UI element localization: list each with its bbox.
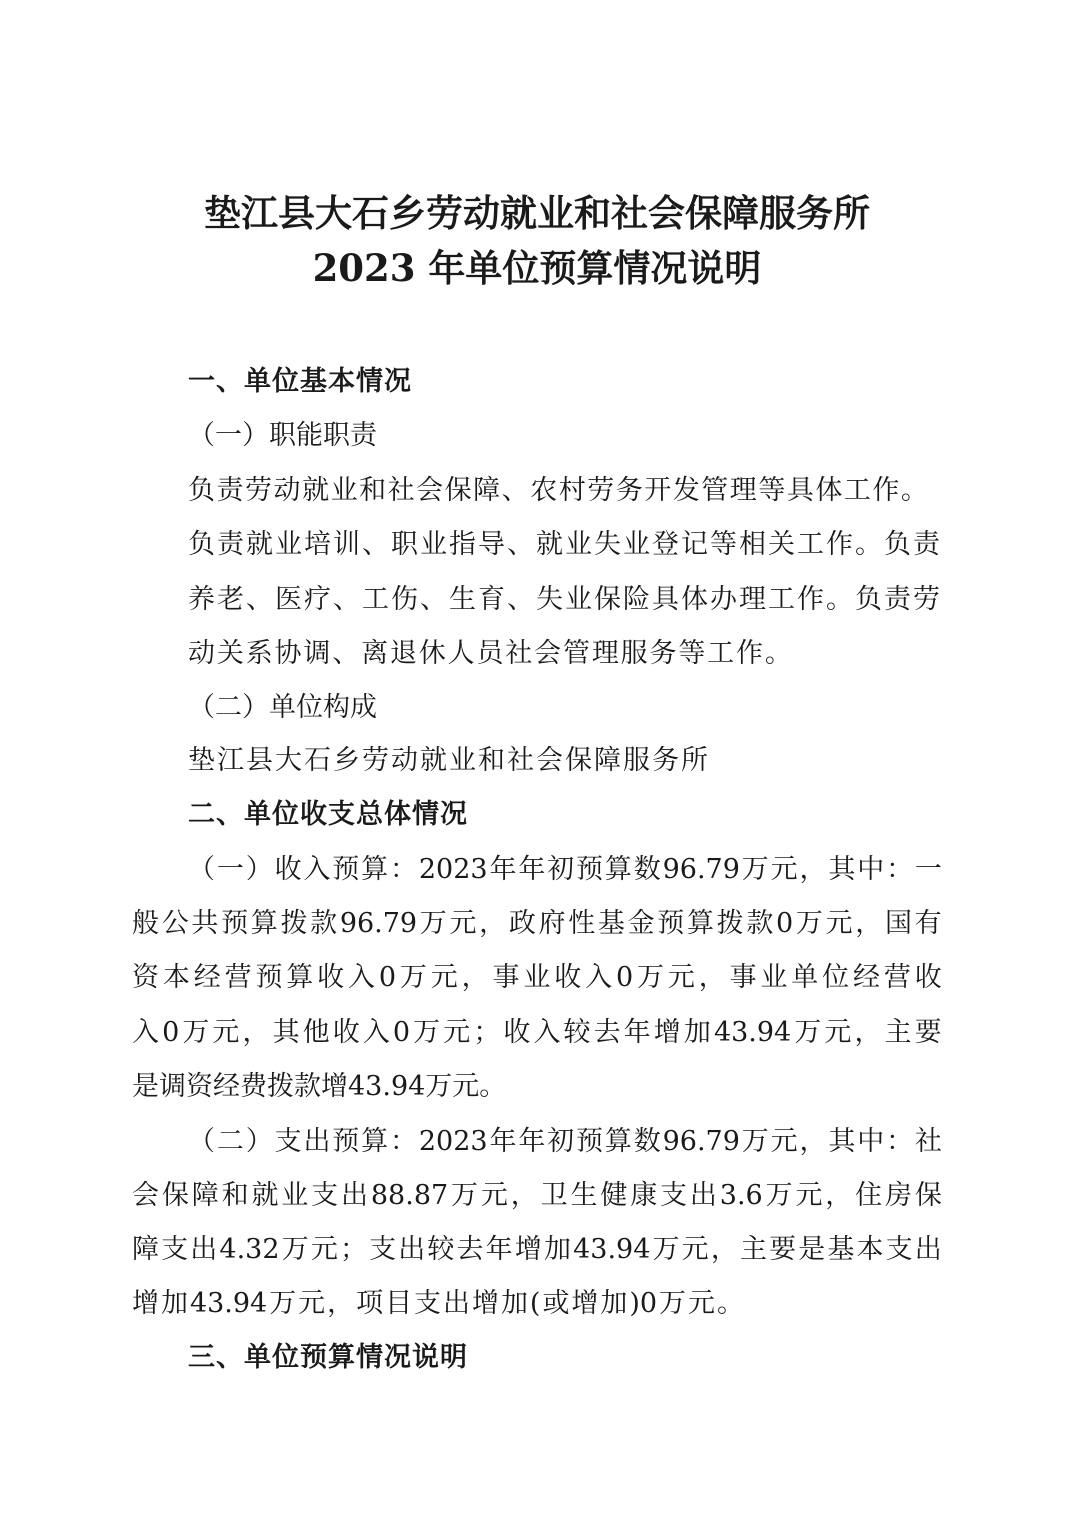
income-line-4: 入 0 万 元 ， 其 他 收 入 0 万 元 ； 收 入 较 去 年 增 加 43.94 万 元 ， 主 要 bbox=[132, 1017, 942, 1048]
section-1-sub-1-line-3: 养 老 、 医 疗 、 工 伤 、 生 育 、 失 业 保 险 具 体 办 理 工 作 。 负 责 劳 bbox=[188, 584, 940, 615]
section-1-heading: 一、单位基本情况 bbox=[188, 366, 412, 397]
section-1-sub-2-heading: （二）单位构成 bbox=[188, 692, 377, 723]
income-line-2: 般 公 共 预 算 拨 款 96.79 万 元 ， 政 府 性 基 金 预 算 拨 款 0 万 元 ， 国 有 bbox=[132, 908, 942, 939]
section-1-sub-1-heading: （一）职能职责 bbox=[188, 420, 377, 451]
section-1-sub-1-line-1: 负 责 劳 动 就 业 和 社 会 保 障 、 农 村 劳 务 开 发 管 理 等 具 体 工 作 。 bbox=[188, 475, 928, 506]
section-1-sub-1-line-2: 负 责 就 业 培 训 、 职 业 指 导 、 就 业 失 业 登 记 等 相 关 工 作 。 负 责 bbox=[188, 529, 940, 560]
expense-line-1: （ 二 ） 支 出 预 算 ： 2023 年 年 初 预 算 数 96.79 万 元 ， 其 中 ： 社 bbox=[188, 1126, 942, 1157]
expense-line-4: 增 加 43.94 万 元 ， 项 目 支 出 增 加 ( 或 增 加 )0 万 元 。 bbox=[132, 1288, 744, 1319]
section-2-heading: 二、单位收支总体情况 bbox=[188, 799, 468, 830]
income-line-5: 是 调 资 经 费 拨 款 增 43.94 万 元 。 bbox=[132, 1071, 507, 1102]
section-1-sub-1-line-4: 动 关 系 协 调 、 离 退 休 人 员 社 会 管 理 服 务 等 工 作 。 bbox=[188, 638, 792, 669]
document-title-line-2: 2023 年单位预算情况说明 bbox=[312, 246, 762, 290]
document-title-line-1: 垫江县大石乡劳动就业和社会保障服务所 bbox=[204, 191, 870, 235]
income-line-3: 资 本 经 营 预 算 收 入 0 万 元 ， 事 业 收 入 0 万 元 ， 事 业 单 位 经 营 收 bbox=[132, 962, 942, 993]
section-3-heading: 三、单位预算情况说明 bbox=[188, 1342, 468, 1373]
section-1-sub-2-text: 垫 江 县 大 石 乡 劳 动 就 业 和 社 会 保 障 服 务 所 bbox=[188, 745, 708, 776]
expense-line-2: 会 保 障 和 就 业 支 出 88.87 万 元 ， 卫 生 健 康 支 出 3.6 万 元 ， 住 房 保 bbox=[132, 1180, 942, 1211]
income-line-1: （ 一 ） 收 入 预 算 ： 2023 年 年 初 预 算 数 96.79 万 元 ， 其 中 ： 一 bbox=[188, 854, 942, 885]
expense-line-3: 障 支 出 4.32 万 元 ； 支 出 较 去 年 增 加 43.94 万 元 ， 主 要 是 基 本 支 出 bbox=[132, 1234, 942, 1265]
